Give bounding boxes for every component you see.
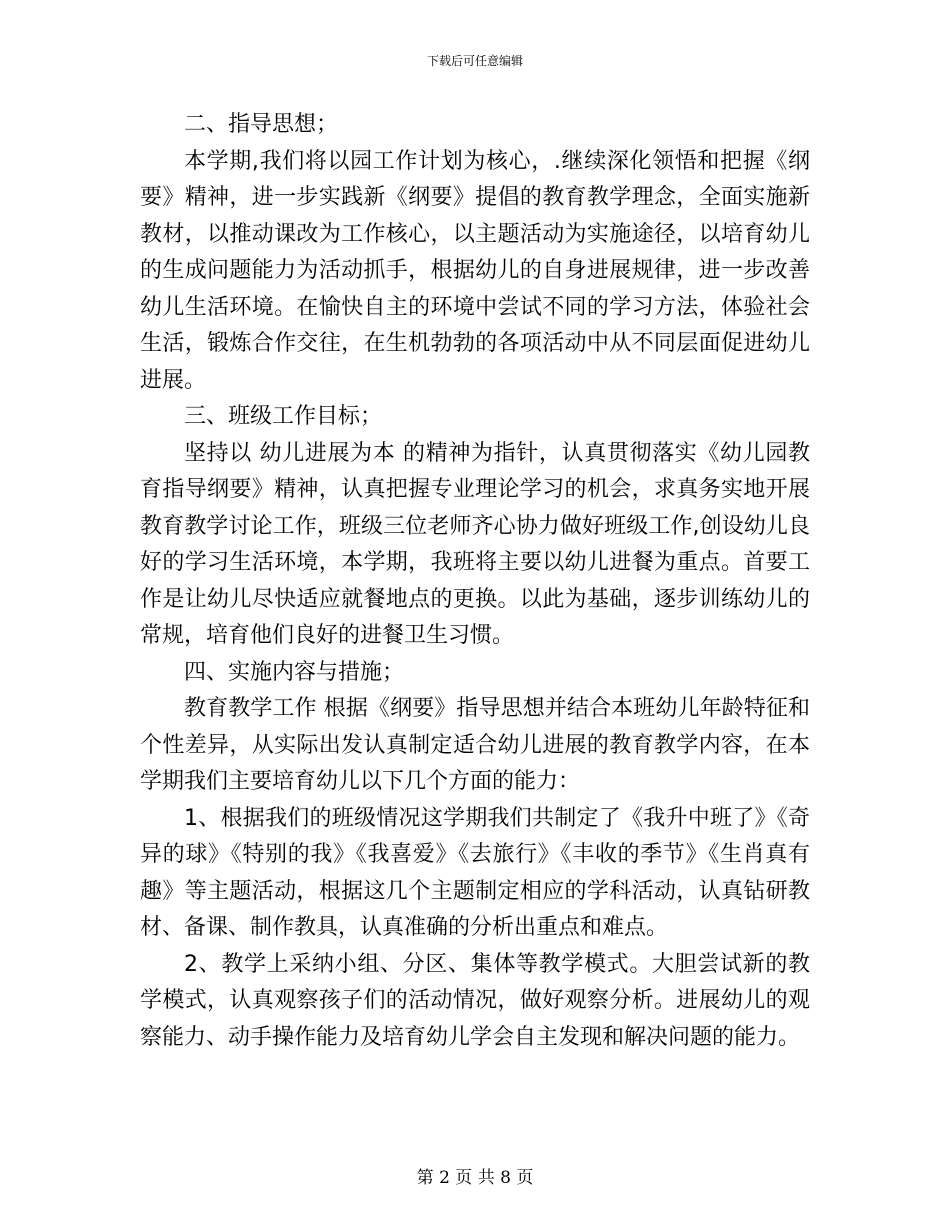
document-body bbox=[140, 107, 810, 1056]
paragraph-class-goals: 坚持以 幼儿进展为本 的精神为指针，认真贯彻落实《幼儿园教育指导纲要》精神，认真把握专业理论学习的机会，求真务实地开展教育教学讨论工作，班级三位老师齐心协力做好班级工作,创设幼儿良好的学习生活环境，本学期，我班将主要以幼儿进餐为重点。首要工作是让幼儿尽快适应就餐地点的更换。以此为基础，逐步训练幼儿的常规，培育他们良好的进餐卫生习惯。 bbox=[140, 440, 810, 648]
section-heading-class-goals: 三、班级工作目标； bbox=[184, 404, 383, 429]
section-heading-guiding-ideology: 二、指导思想； bbox=[184, 112, 339, 137]
header-note: 下载后可任意编辑 bbox=[426, 54, 523, 68]
paragraph-guiding-ideology: 本学期,我们将以园工作计划为核心，.继续深化领悟和把握《纲要》精神，进一步实践新《纲要》提倡的教育教学理念，全面实施新教材，以推动课改为工作核心，以主题活动为实施途径，以培育幼儿的生成问题能力为活动抓手，根据幼儿的自身进展规律，进一步改善幼儿生活环境。在愉快自主的环境中尝试不同的学习方法，体验社会生活，锻炼合作交往，在生机勃勃的各项活动中从不同层面促进幼儿进展。 bbox=[140, 148, 810, 393]
list-item-2: 2、教学上采纳小组、分区、集体等教学模式。大胆尝试新的教学模式，认真观察孩子们的活动情况，做好观察分析。进展幼儿的观察能力、动手操作能力及培育幼儿学会自主发现和解决问题的能力。 bbox=[140, 951, 810, 1050]
list-item-1: 1、根据我们的班级情况这学期我们共制定了《我升中班了》《奇异的球》《特别的我》《我喜爱》《去旅行》《丰收的季节》《生肖真有趣》等主题活动，根据这几个主题制定相应的学科活动，认真钻研教材、备课、制作教具，认真准确的分析出重点和难点。 bbox=[140, 805, 810, 940]
paragraph-measures-intro: 教育教学工作 根据《纲要》指导思想并结合本班幼儿年龄特征和个性差异，从实际出发认真制定适合幼儿进展的教育教学内容，在本学期我们主要培育幼儿以下几个方面的能力： bbox=[140, 696, 810, 794]
page-indicator: 第 2 页 共 8 页 bbox=[416, 1168, 534, 1188]
section-heading-measures: 四、实施内容与措施； bbox=[184, 659, 405, 685]
